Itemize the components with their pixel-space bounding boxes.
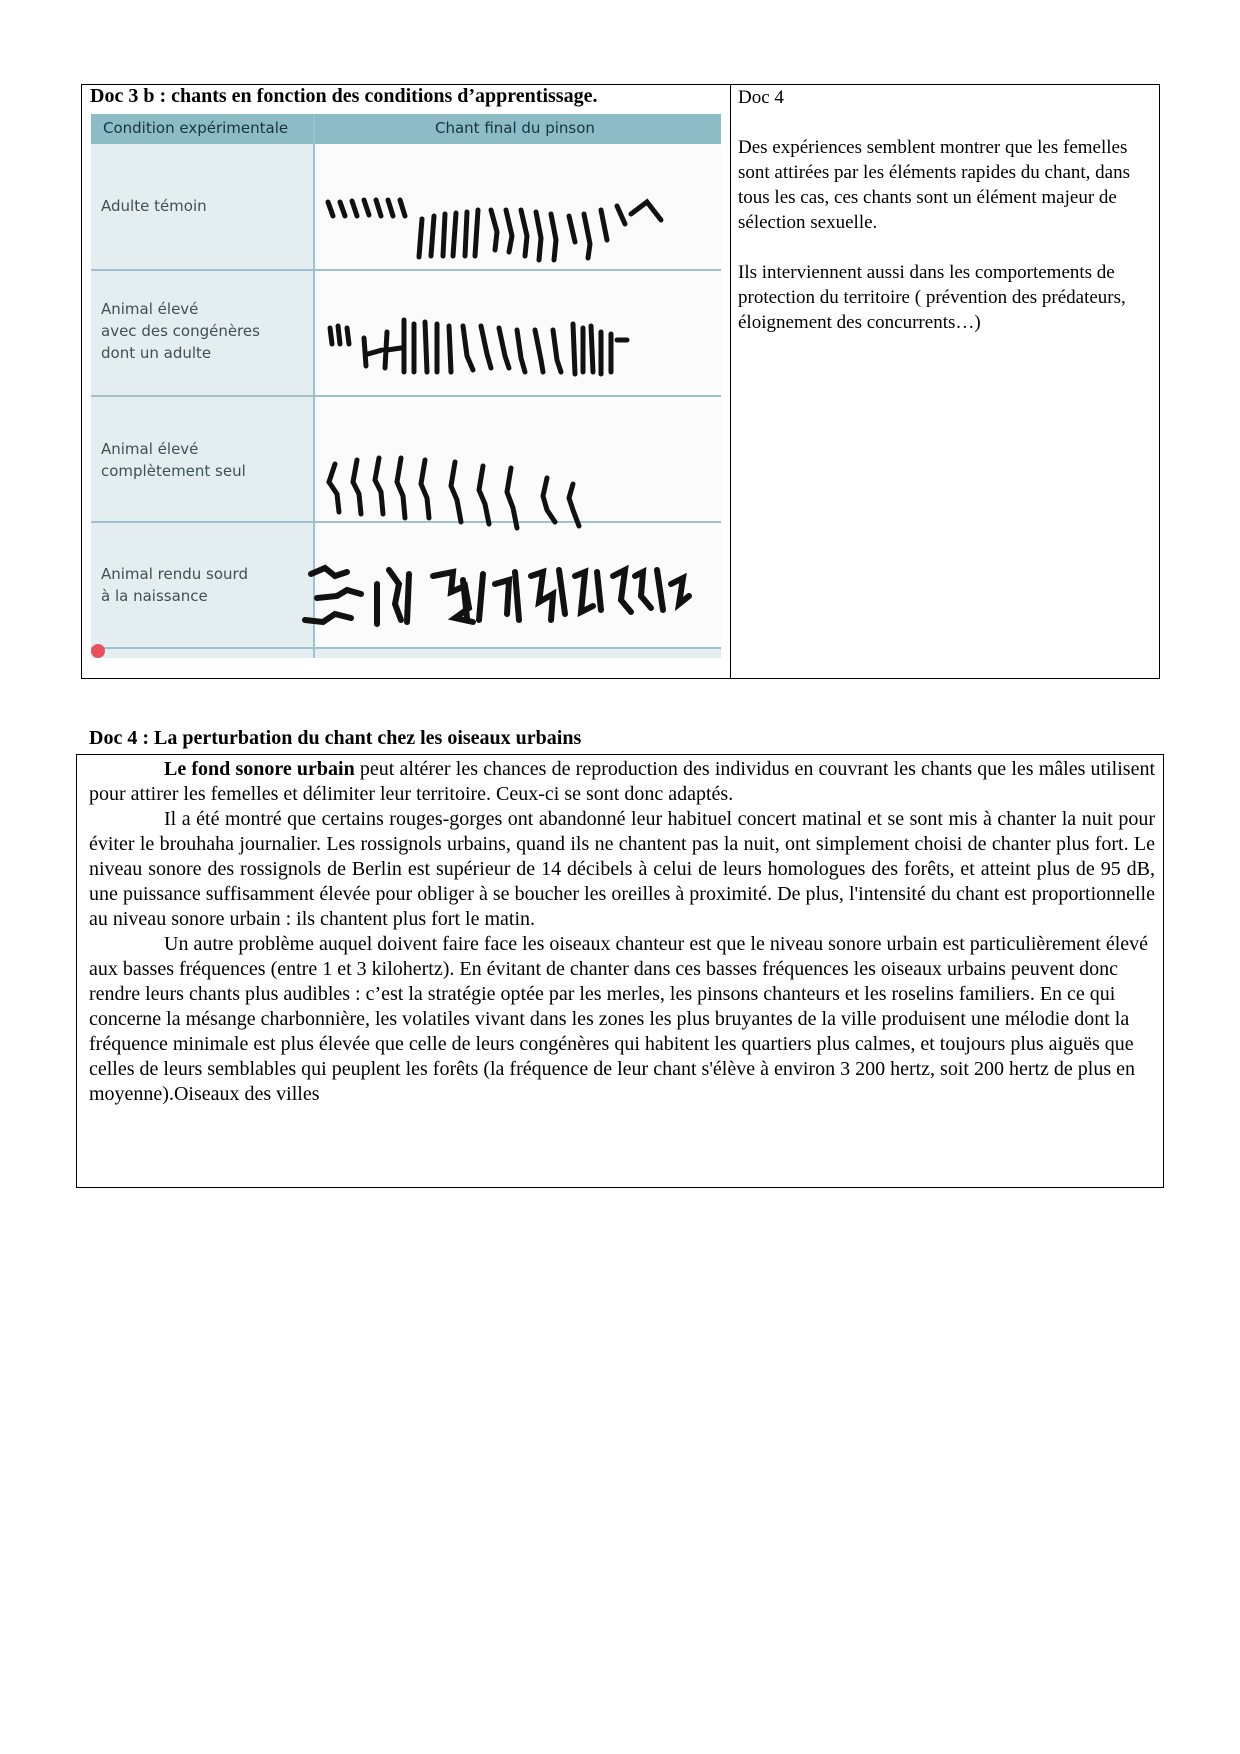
condition-label: Animal élevé avec des congénères dont un adulte [101,300,260,362]
header-condition: Condition expérimentale [103,119,289,137]
decorative-dot [91,644,105,658]
column-divider [730,85,731,678]
doc4-side-panel [738,85,1153,360]
song-conditions-figure [91,114,721,658]
sonogram-raised-alone [329,458,579,528]
doc4-paragraph-1 [89,757,1155,807]
doc4-bold-term: Le fond sonore urbain [164,758,355,780]
doc4-side-para2: Ils interviennent aussi dans les comportements de protection du territoire ( prévention des prédateurs, éloignement des concurrents…) [738,262,1126,333]
sonogram-adult-control [328,200,661,260]
doc4-side-para1: Des expériences semblent montrer que les femelles sont attirées par les éléments rapides du chant, dans tous les cas, ces chants sont un élément majeur de sélection sexuelle. [738,137,1131,233]
doc4-side-title: Doc 4 [738,87,784,108]
doc4-main-text-box [76,754,1164,1188]
top-table [81,84,1160,679]
sonogram-drawings [91,114,721,658]
condition-label: Animal rendu sourd à la naissance [101,565,248,605]
doc4-main-title: Doc 4 : La perturbation du chant chez les oiseaux urbains [89,727,582,749]
condition-label: Animal élevé complètement seul [101,440,246,480]
doc4-paragraph-3: Un autre problème auquel doivent faire face les oiseaux chanteur est que le niveau sonore urbain est particulièrement élevé aux basses fréquences (entre 1 et 3 kilohertz). En évitant de chanter dans ces basses fréquences les oiseaux urbains peuvent donc rendre leurs chants plus audibles : c’est la stratégie optée par les merles, les pinsons chanteurs et les roselins familiers. En ce qui concerne la mésange charbonnière, les volatiles vivant dans les zones les plus bruyantes de la ville produisent une mélodie dont la fréquence minimale est plus élevée que celle de leurs congénères qui habitent les quartiers plus calmes, et toujours plus aiguës que celles de leurs semblables qui peuplent les forêts (la fréquence de leur chant s'élève à environ 3 200 hertz, soit 200 hertz de plus en moyenne).Oiseaux des villes [89,933,1149,1105]
sonogram-raised-with-adult [330,320,627,374]
sonogram-deaf [305,568,689,624]
doc3b-title: Doc 3 b : chants en fonction des conditions d’apprentissage. [90,85,598,107]
doc4-paragraph-1-text: peut altérer les chances de reproduction des individus en couvrant les chants que les mâles utilisent pour attirer les femelles et délimiter leur territoire. Ceux-ci se sont donc adaptés. [89,758,1156,805]
condition-label: Adulte témoin [101,197,207,215]
header-song: Chant final du pinson [435,119,595,137]
doc4-paragraph-2: Il a été montré que certains rouges-gorges ont abandonné leur habituel concert matinal et se sont mis à chanter la nuit pour éviter le brouhaha journalier. Les rossignols urbains, quand ils ne chantent pas la nuit, ont simplement choisi de chanter plus fort. Le niveau sonore des rossignols de Berlin est supérieur de 14 décibels à celui de leurs homologues des forêts, et atteint plus de 95 dB, une puissance suffisamment élevée pour obliger à se boucher les oreilles à proximité. De plus, l'intensité du chant est proportionnelle au niveau sonore urbain : ils chantent plus fort le matin. [89,808,1155,930]
